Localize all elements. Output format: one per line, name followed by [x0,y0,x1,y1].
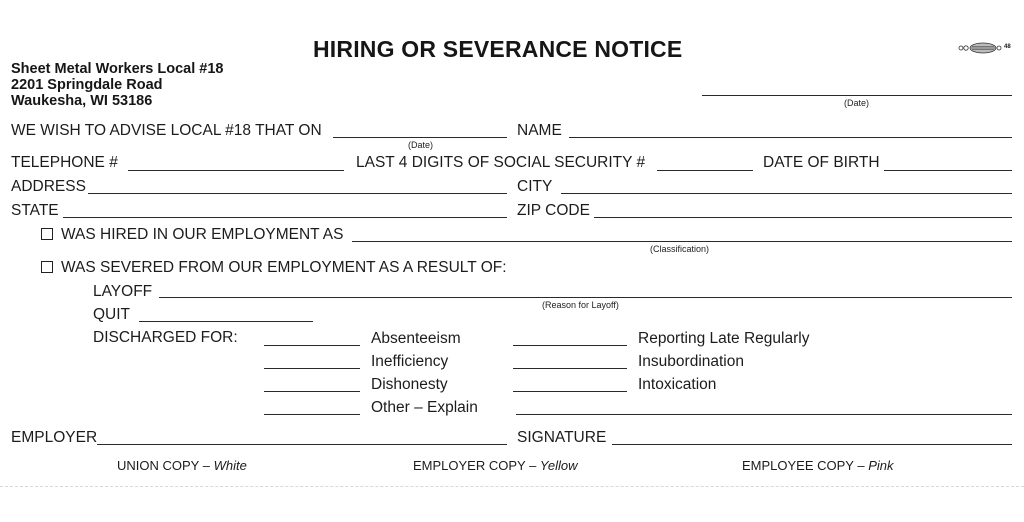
dob-input[interactable] [884,153,1012,169]
telephone-input[interactable] [128,153,344,169]
zip-input[interactable] [594,201,1012,217]
reporting-late-input[interactable] [513,329,627,345]
quit-input[interactable] [139,305,313,321]
reason-other-explain: Other – Explain [371,399,478,416]
ssn-input[interactable] [657,153,753,169]
name-line [569,137,1012,138]
reason-intoxication: Intoxication [638,376,717,393]
advise-date-caption: (Date) [408,140,434,150]
severed-option[interactable] [41,259,507,277]
inefficiency-input[interactable] [264,352,360,368]
union-copy-label: UNION COPY – [117,458,214,473]
ssn-line [657,170,753,171]
dishonesty-input[interactable] [264,375,360,391]
severed-checkbox[interactable] [41,261,53,273]
hired-label: WAS HIRED IN OUR EMPLOYMENT AS [61,226,344,243]
dishonesty-line [264,391,360,392]
state-input[interactable] [63,201,507,217]
telephone-line [128,170,344,171]
form-title: HIRING OR SEVERANCE NOTICE [313,36,683,62]
employer-label: EMPLOYER [11,429,98,446]
employer-copy-label: EMPLOYER COPY – [413,458,540,473]
insubordination-input[interactable] [513,352,627,368]
layoff-caption: (Reason for Layoff) [542,300,619,310]
reason-insubordination: Insubordination [638,353,744,370]
classification-line [352,241,1012,242]
city-input[interactable] [561,177,1012,193]
quit-label: QUIT [93,306,131,323]
intoxication-line [513,391,627,392]
advise-label: WE WISH TO ADVISE LOCAL #18 THAT ON [11,122,322,139]
perforation-line [0,486,1024,487]
name-input[interactable] [569,121,1012,137]
signature-input[interactable] [612,428,1012,444]
other-explain-line [516,414,1012,415]
other-explain-input[interactable] [516,398,1012,414]
name-label: NAME [517,122,562,139]
absenteeism-input[interactable] [264,329,360,345]
address-input[interactable] [88,177,507,193]
employee-copy-note [742,458,894,473]
hired-option[interactable] [41,226,344,244]
layoff-line [159,297,1012,298]
header-date-line [702,95,1012,96]
header-date-caption: (Date) [844,98,870,108]
employee-copy-color: Pink [868,458,894,473]
employer-line [97,444,507,445]
signature-line [612,444,1012,445]
insubordination-line [513,368,627,369]
employer-copy-note [413,458,578,473]
zip-line [594,217,1012,218]
layoff-label: LAYOFF [93,283,153,300]
other-line [264,414,360,415]
union-copy-note [117,458,247,473]
address-label: ADDRESS [11,178,86,195]
signature-label: SIGNATURE [517,429,607,446]
address-line [88,193,507,194]
severed-label: WAS SEVERED FROM OUR EMPLOYMENT AS A RESULT OF: [61,259,507,276]
advise-date-input[interactable] [333,121,507,137]
org-name: Sheet Metal Workers Local #18 [11,61,224,77]
layoff-reason-input[interactable] [159,282,1012,298]
classification-input[interactable] [352,225,1012,241]
discharged-label: DISCHARGED FOR: [93,329,238,346]
dob-label: DATE OF BIRTH [763,154,880,171]
advise-date-line [333,137,507,138]
state-label: STATE [11,202,59,219]
reason-inefficiency: Inefficiency [371,353,449,370]
other-input[interactable] [264,398,360,414]
header-date-input[interactable] [702,78,1012,94]
employer-copy-color: Yellow [539,458,578,473]
classification-caption: (Classification) [650,244,710,254]
quit-line [139,321,313,322]
employer-input[interactable] [97,428,507,444]
hired-checkbox[interactable] [41,228,53,240]
reason-reporting-late: Reporting Late Regularly [638,330,810,347]
union-bug-number: 48 [1004,44,1011,50]
absenteeism-line [264,345,360,346]
org-street: 2201 Springdale Road [11,77,163,93]
inefficiency-line [264,368,360,369]
city-label: CITY [517,178,553,195]
intoxication-input[interactable] [513,375,627,391]
ssn-label: LAST 4 DIGITS OF SOCIAL SECURITY # [356,154,646,171]
state-line [63,217,507,218]
reason-absenteeism: Absenteeism [371,330,461,347]
reason-dishonesty: Dishonesty [371,376,448,393]
zip-label: ZIP CODE [517,202,590,219]
dob-line [884,170,1012,171]
org-city: Waukesha, WI 53186 [11,93,153,109]
employee-copy-label: EMPLOYEE COPY – [742,458,869,473]
city-line [561,193,1012,194]
reporting-late-line [513,345,627,346]
telephone-label: TELEPHONE # [11,154,118,171]
union-copy-color: White [213,458,247,473]
